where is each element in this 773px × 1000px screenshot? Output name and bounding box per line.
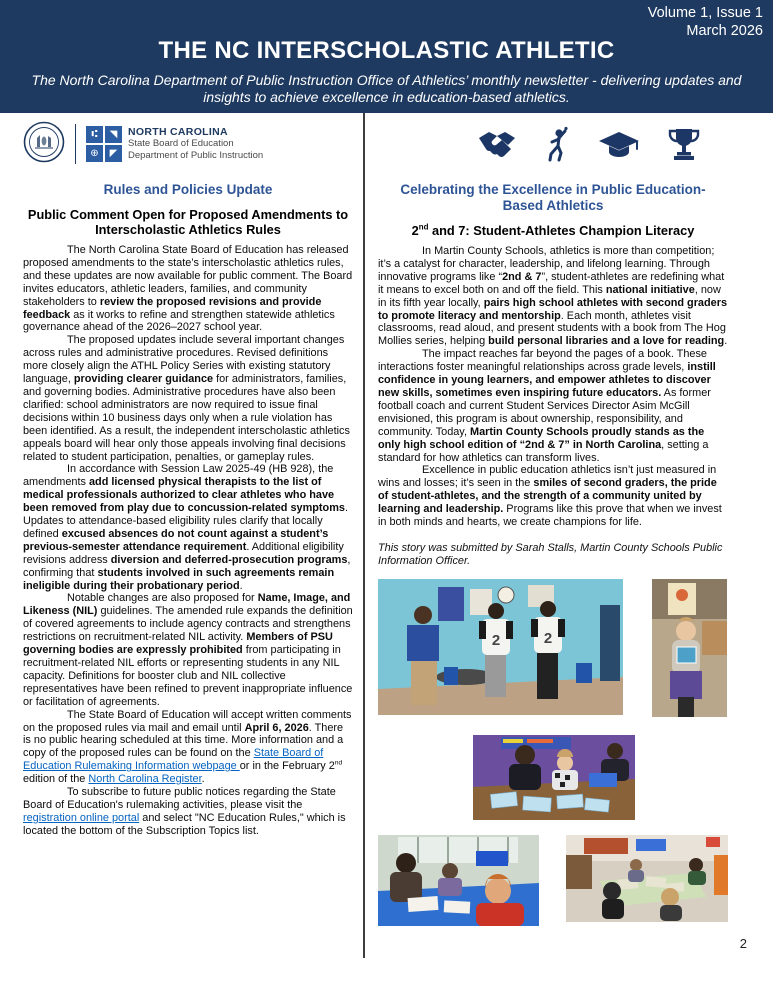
paragraph: In Martin County Schools, athletics is more than competition; it’s a catalyst for character, leadership, and lifelong learning. Through innovative programs like “2nd & 7”, student-athletes are redefining what it means to excel both on and off the field. This national initiative, now in its fifth year locally, pairs high school athletes with second graders to promote literacy and mentorship. Each month, athletes visit classrooms, read aloud, and present students with a book from The Hog Mollies series, helping build personal libraries and a love for reading. xyxy=(378,245,728,348)
branding-row xyxy=(23,119,353,169)
left-column xyxy=(0,113,363,958)
trophy-icon xyxy=(667,126,701,162)
dpi-logo-text xyxy=(128,127,263,162)
paragraph: The North Carolina State Board of Education has released proposed amendments to the state’s interscholastic athletics rules, and these updates are now available for public comment. The Board invites educators, athletic leaders, families, and community stakeholders to review the proposed revisions and provide feedback as it works to refine and strengthen statewide athletics governance ahead of the 2026–2027 school year. xyxy=(23,244,353,334)
paragraph: In accordance with Session Law 2025-49 (HB 928), the amendments add licensed physical therapists to the list of medical professionals authorized to clear athletes who have been removed from play due to concussion-related symptoms. Updates to attendance-based eligibility rules clarify that locally defined excused absences do not count against a student’s previous-semester attendance requirement. Additional eligibility revisions address diversion and deferred-prosecution programs, confirming that students involved in such agreements remain ineligible during their probationary period. xyxy=(23,463,351,592)
inline-link[interactable]: registration online portal xyxy=(23,811,140,824)
athlete-icon xyxy=(545,126,571,162)
graduation-cap-icon xyxy=(597,129,641,159)
content-area xyxy=(0,113,773,958)
newsletter-title: THE NC INTERSCHOLASTIC ATHLETIC xyxy=(158,37,615,64)
photo-row xyxy=(378,835,728,931)
photo-student-holding-book xyxy=(652,579,727,722)
photo-athletes-reading-with-students xyxy=(473,735,728,825)
dpi-org-sub1: State Board of Education xyxy=(128,138,234,150)
dpi-org-sub2: Department of Public Instruction xyxy=(128,149,264,161)
svg-text:2: 2 xyxy=(543,629,553,647)
newsletter-tagline: The North Carolina Department of Public Instruction Office of Athletics’ monthly newsletter - delivering updates and insights to achieve excellence in education-based athletics. xyxy=(31,72,742,105)
dpi-org-title: NORTH CAROLINA xyxy=(128,125,228,138)
dpi-logo-icon: ⑆ ◥ ⊕ ◤ xyxy=(86,126,122,162)
paragraph: Notable changes are also proposed for Name, Image, and Likeness (NIL) guidelines. The amended rule expands the definition of covered agreements to include agency contracts and strengthens restrictions on recruitment-related NIL activity. Members of PSU governing bodies are expressly prohibited from participating in recruitment-related NIL efforts or representing students in any NIL capacity. Definitions for booster club and NIL collective representatives have been refined to prevent inappropriate influence or facilitation of agreements. xyxy=(23,592,353,708)
inline-link[interactable]: North Carolina Register xyxy=(88,773,202,786)
svg-text:2: 2 xyxy=(491,631,501,649)
left-article-heading: Public Comment Open for Proposed Amendments to Interscholastic Athletics Rules xyxy=(27,207,349,237)
left-section-heading: Rules and Policies Update xyxy=(103,182,273,197)
handshake-icon xyxy=(475,128,519,160)
photo-row xyxy=(473,735,728,825)
photo-athletes-visiting-classroom xyxy=(378,579,623,722)
paragraph: The State Board of Education will accept written comments on the proposed rules via mail and email until April 6, 2026. There is no public hearing scheduled at this time. More information and a copy of the proposed rules can be found on the State Board of Education Rulemaking Information webpage or in the February 2nd edition of the North Carolina Register. xyxy=(23,708,352,786)
issue-info xyxy=(648,4,763,40)
story-credit: This story was submitted by Sarah Stalls, Martin County Schools Public Information Officer. xyxy=(378,541,723,567)
photo-row xyxy=(378,579,728,722)
nc-state-seal-icon xyxy=(23,121,65,168)
volume-label: Volume 1, Issue 1 xyxy=(647,5,763,21)
dpi-logo xyxy=(86,126,263,162)
page-number: 2 xyxy=(739,936,747,951)
paragraph: The proposed updates include several important changes across rules and administrative procedures. Revised definitions more closely align the ATHL Policy Series with existing statutory language, providing clearer guidance for administrators, families, and governing bodies. Administrative procedures have also been clarified: school administrators are now required to issue final decisions within 10 business days only when a rule violation has been identified. As a result, the independent interscholastic athletics appeals board will hear only those appeals involving final decisions related to student participation, penalties, or gameplay rules. xyxy=(23,334,350,463)
athletics-icon-row xyxy=(378,119,728,169)
photo-students-at-blue-table xyxy=(378,835,539,931)
photo-classroom-group-tables xyxy=(566,835,728,931)
masthead xyxy=(0,0,773,113)
right-article-heading: 2nd and 7: Student-Athletes Champion Literacy xyxy=(411,222,695,238)
logo-divider xyxy=(75,124,76,164)
paragraph: Excellence in public education athletics isn’t just measured in wins and losses; it’s seen in the smiles of second graders, the pride of student-athletes, and the strength of a community united by learning and leadership. Programs like this prove that when we invest in both minds and hearts, we create champions for life. xyxy=(378,464,722,529)
paragraph: To subscribe to future public notices regarding the State Board of Education's rulemaking activities, please visit the registration online portal and select "NC Education Rules," which is located the bottom of the Subscription Topics list. xyxy=(23,786,346,837)
right-section-heading: Celebrating the Excellence in Public Education-Based Athletics xyxy=(400,182,706,213)
paragraph: The impact reaches far beyond the pages of a book. These interactions foster meaningful relationships across grade levels, instill confidence in young learners, and empower athletes to discover new skills, sometimes even inspiring future educators. As former football coach and current Student Services Director Asim McGill envisioned, this program is about ownership, responsibility, and community. Today, Martin County Schools proudly stands as the only high school edition of “2nd & 7” in North Carolina, setting a standard for how athletics can transform lives. xyxy=(378,348,716,464)
right-column xyxy=(365,113,740,958)
inline-link[interactable]: State Board of Education Rulemaking Information webpage xyxy=(23,747,324,773)
issue-date: March 2026 xyxy=(686,23,763,39)
